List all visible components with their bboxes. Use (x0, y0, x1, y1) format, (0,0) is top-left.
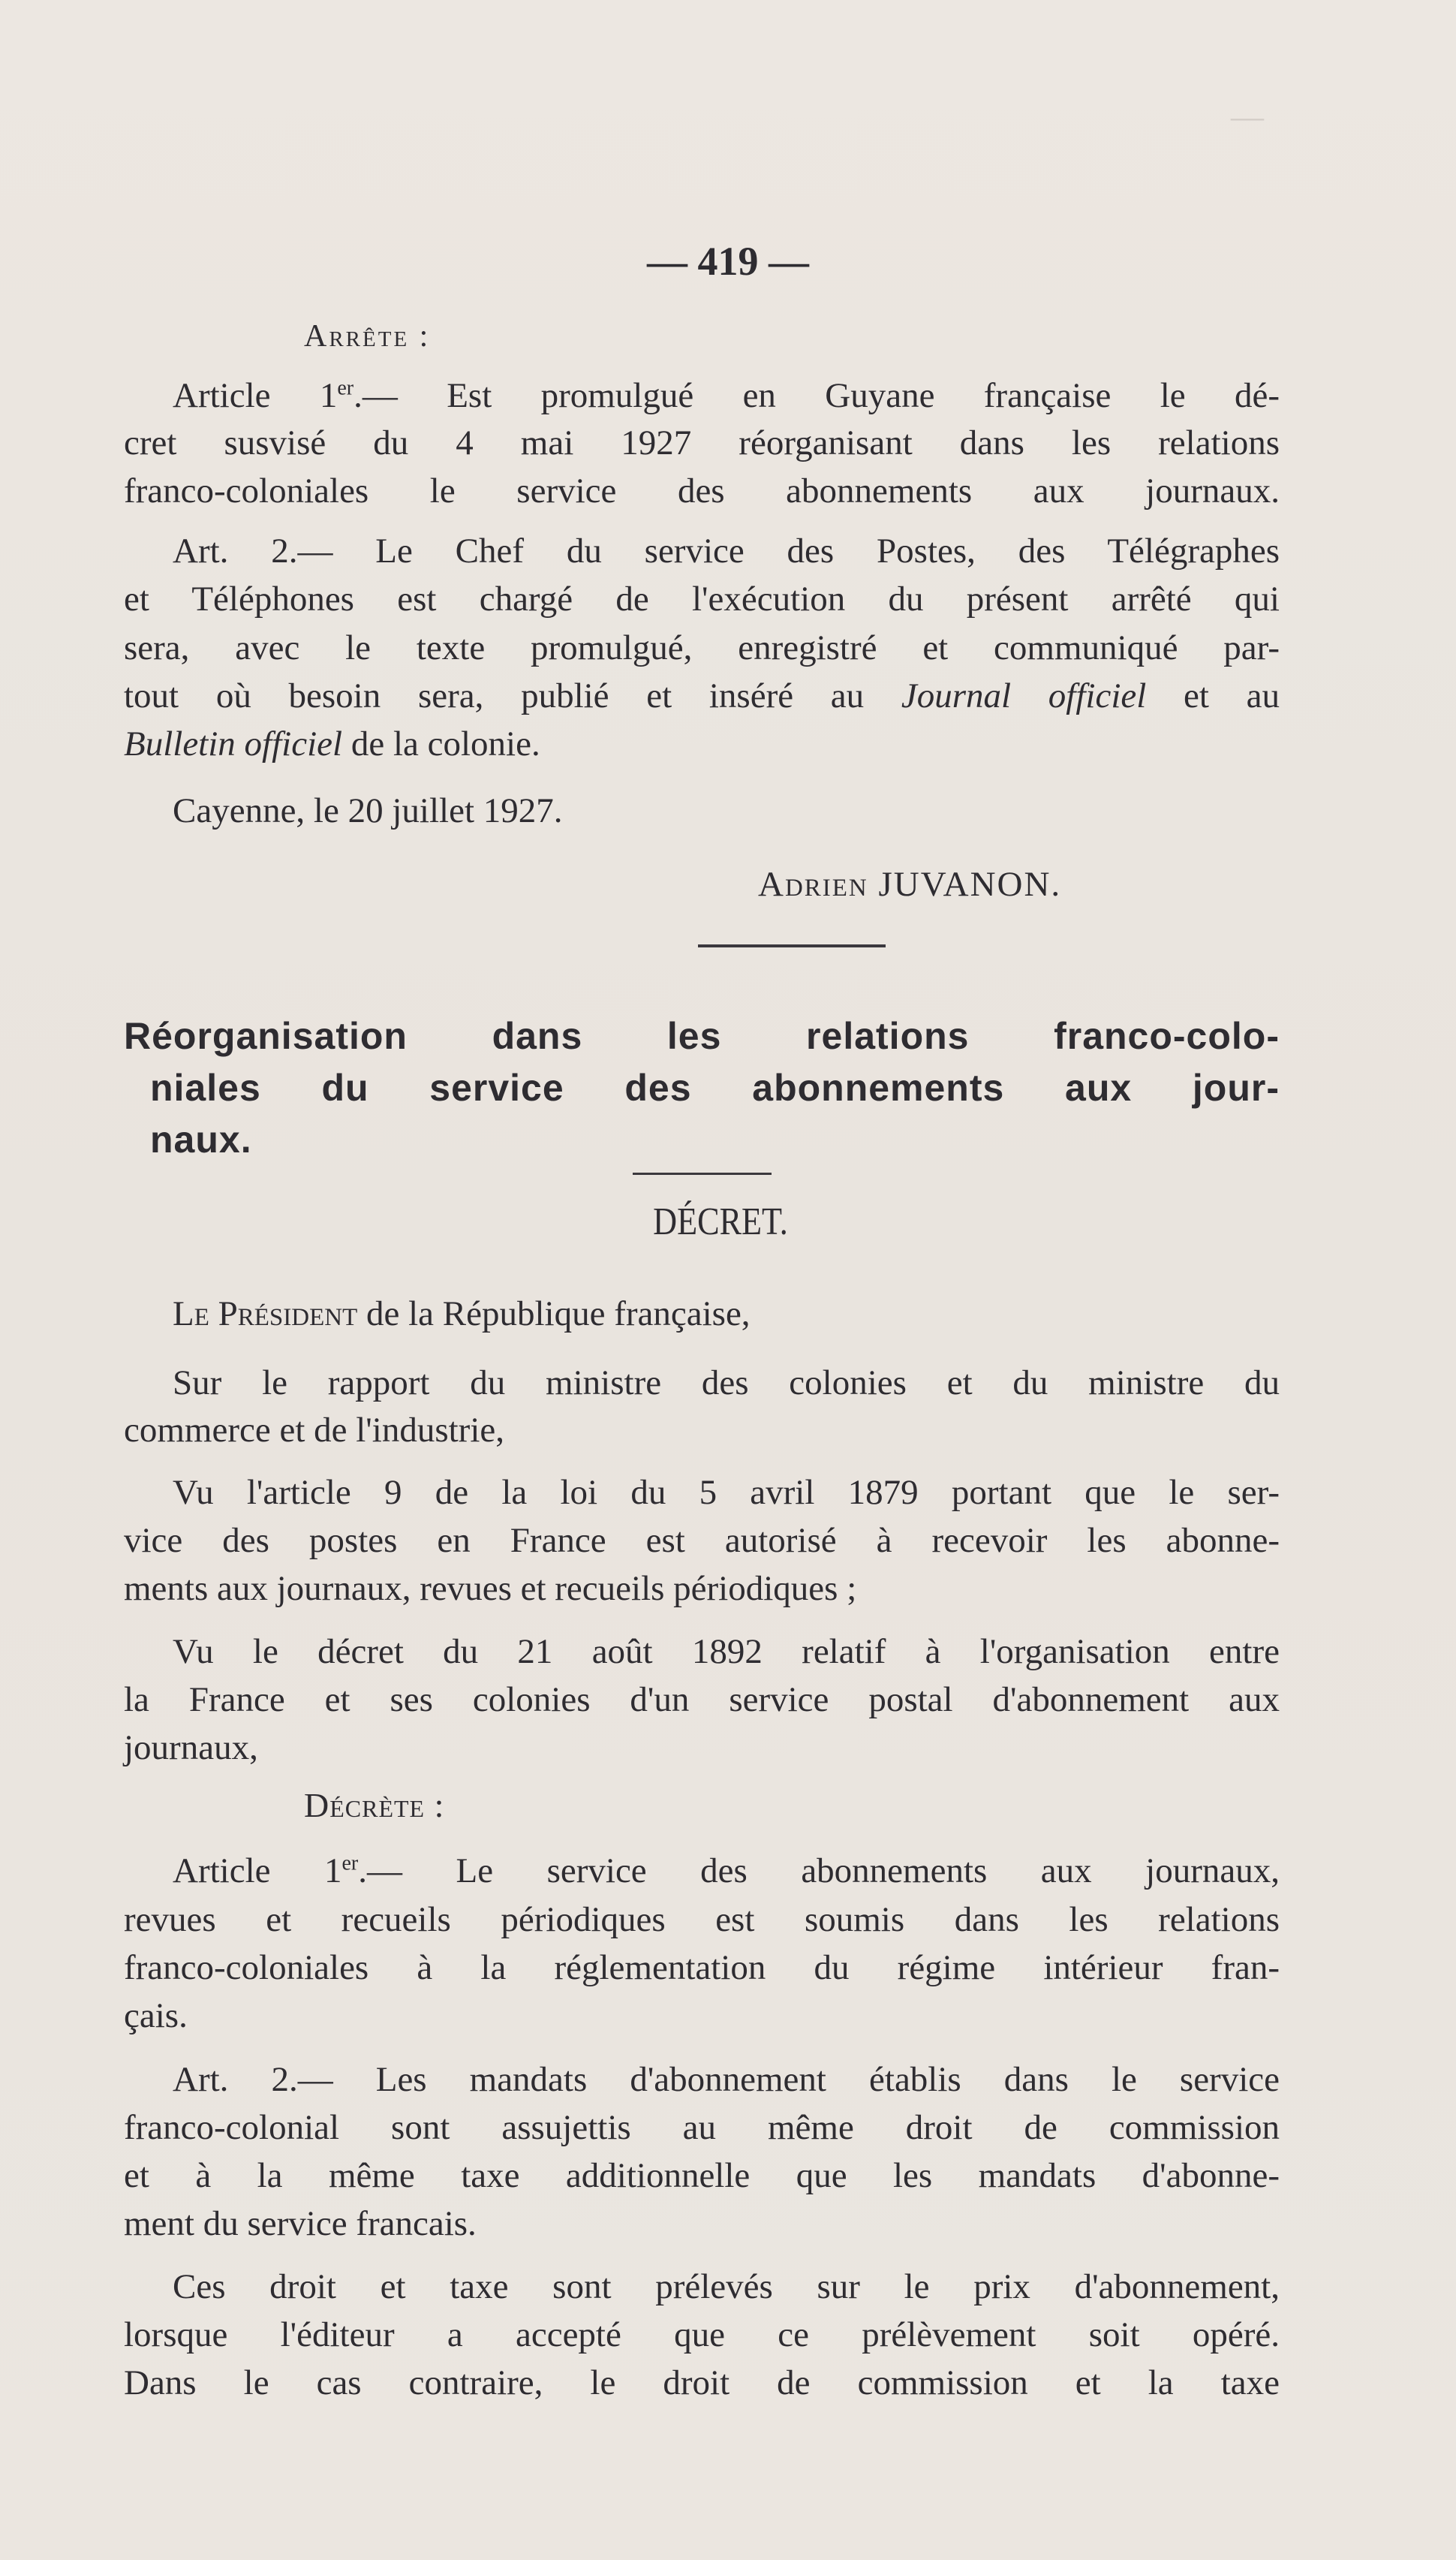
arrete-line-6: sera, avec le texte promulgué, enregistré et communiqué par- (124, 628, 1280, 667)
president-line: Le Président de la République française, (173, 1294, 751, 1333)
section-title-line-1: Réorganisation dans les relations franco-colo- (124, 1015, 1280, 1057)
arrete-line-5: et Téléphones est chargé de l'exécution du présent arrêté qui (124, 580, 1280, 619)
show-through-decoration: — (1231, 98, 1264, 135)
decree-line-5: ments aux journaux, revues et recueils périodiques ; (124, 1569, 857, 1608)
decree-line-8: journaux, (124, 1728, 258, 1767)
article-line-6: franco-colonial sont assujettis au même droit de commission (124, 2108, 1280, 2147)
article-line-8: ment du service francais. (124, 2204, 477, 2243)
arrete-line-7: tout où besoin sera, publié et inséré au Journal officiel et au (124, 676, 1280, 715)
arrete-line-4: Art. 2.— Le Chef du service des Postes, des Télégraphes (173, 532, 1280, 571)
article-line-9: Ces droit et taxe sont prélevés sur le prix d'abonnement, (173, 2267, 1280, 2306)
section-title-line-2: niales du service des abonnements aux jour- (150, 1067, 1280, 1109)
separator-rule (698, 944, 886, 947)
decree-line-4: vice des postes en France est autorisé à recevoir les abonne- (124, 1521, 1280, 1560)
decree-line-7: la France et ses colonies d'un service postal d'abonnement aux (124, 1680, 1280, 1719)
decree-rule (633, 1173, 772, 1175)
place-date: Cayenne, le 20 juillet 1927. (173, 791, 563, 830)
arrete-line-1: Article 1er.— Est promulgué en Guyane française le dé- (173, 376, 1280, 415)
signature: Adrien JUVANON. (758, 865, 1062, 904)
decree-line-2: commerce et de l'industrie, (124, 1411, 504, 1450)
arrete-line-8: Bulletin officiel de la colonie. (124, 724, 540, 763)
arrete-line-2: cret susvisé du 4 mai 1927 réorganisant dans les relations (124, 423, 1280, 462)
arrete-line-3: franco-coloniales le service des abonnements aux journaux. (124, 471, 1280, 510)
decree-line-1: Sur le rapport du ministre des colonies et du ministre du (173, 1363, 1280, 1402)
decrete-heading: Décrète : (304, 1786, 445, 1824)
article-line-2: revues et recueils périodiques est soumis dans les relations (124, 1900, 1280, 1939)
article-line-3: franco-coloniales à la réglementation du régime intérieur fran- (124, 1948, 1280, 1987)
decree-line-6: Vu le décret du 21 août 1892 relatif à l'organisation entre (173, 1632, 1280, 1671)
article-line-5: Art. 2.— Les mandats d'abonnement établis dans le service (173, 2060, 1280, 2099)
article-line-4: çais. (124, 1996, 188, 2035)
article-line-7: et à la même taxe additionnelle que les mandats d'abonne- (124, 2156, 1280, 2195)
decree-line-3: Vu l'article 9 de la loi du 5 avril 1879 portant que le ser- (173, 1473, 1280, 1512)
article-line-11: Dans le cas contraire, le droit de commission et la taxe (124, 2363, 1280, 2402)
decree-heading: DÉCRET. (653, 1200, 788, 1243)
section-title-line-3: naux. (150, 1119, 252, 1161)
arrete-heading: Arrête : (304, 319, 431, 354)
page-number: — 419 — (647, 239, 809, 284)
article-line-10: lorsque l'éditeur a accepté que ce prélèvement soit opéré. (124, 2315, 1280, 2354)
article-line-1: Article 1er.— Le service des abonnements aux journaux, (173, 1851, 1280, 1890)
